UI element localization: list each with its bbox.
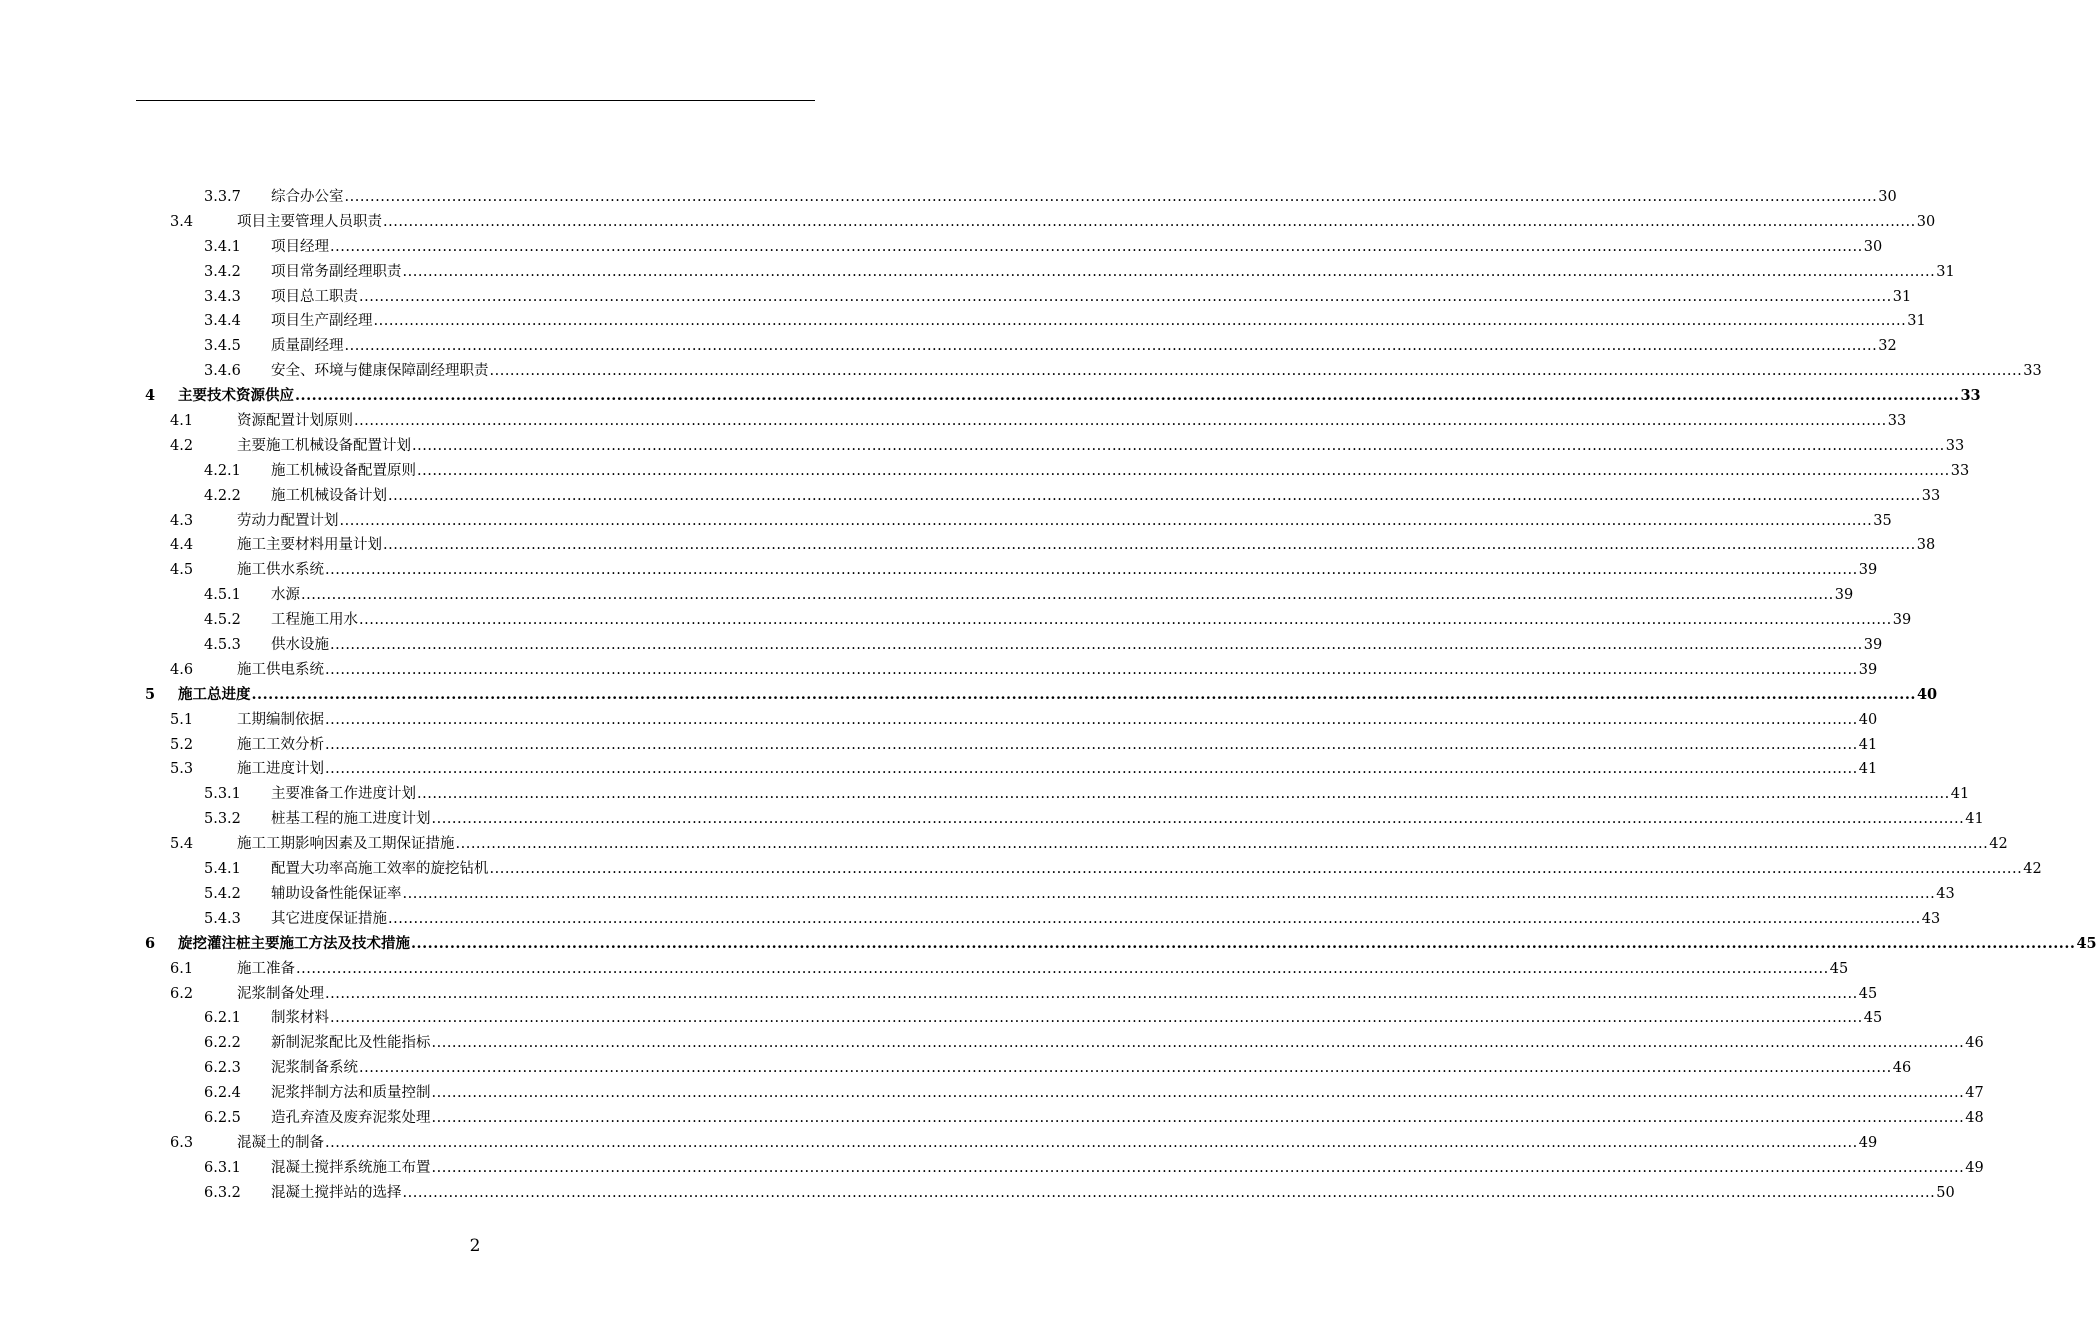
toc-entry-title: 施工工期影响因素及工期保证措施 <box>237 836 455 853</box>
toc-entry-number: 4.3 <box>170 512 194 529</box>
toc-entry-page: 39 <box>1858 562 1878 579</box>
toc-entry-number: 4.5 <box>170 562 194 579</box>
toc-entry[interactable] <box>0 1031 1984 1056</box>
toc-entry-line <box>271 608 1912 633</box>
toc-entry[interactable] <box>0 1106 1984 1131</box>
toc-entry-line <box>271 1006 1883 1031</box>
toc-entry-line <box>237 434 1965 459</box>
toc-entry[interactable] <box>0 782 1970 807</box>
toc-entry-page: 38 <box>1916 537 1936 554</box>
toc-entry[interactable] <box>0 334 1897 359</box>
toc-dot-leader: ............................................................................................................................................................................................................................................................................................................ <box>359 612 1892 629</box>
toc-entry-line <box>271 633 1883 658</box>
toc-entry-page: 39 <box>1858 661 1878 678</box>
toc-dot-leader: ............................................................................................................................................................................................................................................................................................................ <box>359 288 1892 305</box>
toc-entry[interactable] <box>0 683 1938 708</box>
toc-entry-page: 46 <box>1965 1035 1984 1052</box>
toc-entry-title: 资源配置计划原则 <box>237 413 353 430</box>
toc-entry-number: 4.5.1 <box>204 587 241 604</box>
toc-entry[interactable] <box>0 484 1941 509</box>
toc-entry-page: 33 <box>1960 387 1981 405</box>
toc-entry-number: 5.4.3 <box>204 910 241 927</box>
toc-entry[interactable] <box>0 1056 1912 1081</box>
toc-entry[interactable] <box>0 285 1912 310</box>
toc-entry-page: 41 <box>1858 736 1878 753</box>
toc-dot-leader: ............................................................................................................................................................................................................................................................................................................ <box>383 213 1916 230</box>
toc-dot-leader: ............................................................................................................................................................................................................................................................................................................ <box>431 1109 1965 1126</box>
toc-entry-title: 旋挖灌注桩主要施工方法及技术措施 <box>178 934 410 952</box>
toc-entry-line <box>271 484 1941 509</box>
toc-entry-number: 5.4.1 <box>204 861 241 878</box>
toc-dot-leader: ............................................................................................................................................................................................................................................................................................................ <box>431 1159 1965 1176</box>
header-rule <box>136 100 815 101</box>
toc-entry-title: 泥浆制备处理 <box>237 985 324 1002</box>
toc-dot-leader: ............................................................................................................................................................................................................................................................................................................ <box>251 685 1916 703</box>
toc-entry-page: 43 <box>1936 885 1955 902</box>
toc-entry-page: 50 <box>1936 1184 1955 1201</box>
toc-entry-title: 混凝土的制备 <box>237 1134 324 1151</box>
toc-entry-line <box>237 533 1936 558</box>
toc-entry-page: 31 <box>1907 313 1926 330</box>
toc-entry-page: 31 <box>1936 263 1955 280</box>
toc-entry-number: 4.6 <box>170 661 194 678</box>
toc-entry-page: 33 <box>2023 363 2042 380</box>
toc-dot-leader: ............................................................................................................................................................................................................................................................................................................ <box>325 711 1858 728</box>
toc-entry-title: 泥浆制备系统 <box>271 1060 358 1077</box>
toc-entry[interactable] <box>0 757 1878 782</box>
toc-dot-leader: ............................................................................................................................................................................................................................................................................................................ <box>330 637 1863 654</box>
toc-entry[interactable] <box>0 857 2042 882</box>
toc-entry-title: 造孔弃渣及废弃泥浆处理 <box>271 1109 431 1126</box>
toc-entry-page: 45 <box>1863 1010 1883 1027</box>
toc-entry-number: 6.3.1 <box>204 1159 241 1176</box>
toc-entry[interactable] <box>0 658 1878 683</box>
toc-entry[interactable] <box>0 384 1981 409</box>
toc-dot-leader: ............................................................................................................................................................................................................................................................................................................ <box>388 910 1921 927</box>
toc-dot-leader: ............................................................................................................................................................................................................................................................................................................ <box>354 413 1887 430</box>
toc-entry-number: 4 <box>145 387 156 405</box>
toc-entry-line <box>271 1106 1984 1131</box>
toc-entry-title: 施工工效分析 <box>237 736 324 753</box>
toc-entry-page: 49 <box>1858 1134 1878 1151</box>
toc-entry[interactable] <box>0 957 1849 982</box>
toc-entry-page: 47 <box>1965 1085 1984 1102</box>
toc-entry[interactable] <box>0 708 1878 733</box>
toc-dot-leader: ............................................................................................................................................................................................................................................................................................................ <box>412 437 1945 454</box>
toc-entry-title: 施工机械设备配置原则 <box>271 462 416 479</box>
toc-entry-number: 6.1 <box>170 960 194 977</box>
toc-entry-title: 泥浆拌制方法和质量控制 <box>271 1085 431 1102</box>
toc-entry-line <box>237 733 1878 758</box>
toc-entry[interactable] <box>0 733 1878 758</box>
toc-entry-title: 施工总进度 <box>178 685 251 703</box>
toc-entry-title: 供水设施 <box>271 637 329 654</box>
toc-entry-page: 32 <box>1878 338 1897 355</box>
toc-entry-number: 3.4.1 <box>204 238 241 255</box>
toc-dot-leader: ............................................................................................................................................................................................................................................................................................................ <box>411 934 2076 952</box>
toc-entry-line <box>271 185 1897 210</box>
toc-entry[interactable] <box>0 185 1897 210</box>
toc-dot-leader: ............................................................................................................................................................................................................................................................................................................ <box>417 462 1950 479</box>
toc-entry-number: 3.4.5 <box>204 338 241 355</box>
toc-entry[interactable] <box>0 832 2008 857</box>
toc-dot-leader: ............................................................................................................................................................................................................................................................................................................ <box>296 960 1829 977</box>
toc-entry[interactable] <box>0 434 1965 459</box>
toc-dot-leader: ............................................................................................................................................................................................................................................................................................................ <box>402 885 1936 902</box>
toc-entry-line <box>237 832 2008 857</box>
toc-entry-number: 3.4.3 <box>204 288 241 305</box>
toc-entry-page: 39 <box>1892 612 1912 629</box>
toc-entry-page: 30 <box>1878 189 1897 205</box>
toc-entry-title: 项目总工职责 <box>271 288 358 305</box>
toc-entry-line <box>271 782 1970 807</box>
toc-entry-line <box>237 210 1936 235</box>
toc-entry-number: 6.2.3 <box>204 1060 241 1077</box>
toc-entry-page: 30 <box>1916 213 1936 230</box>
toc-entry[interactable] <box>0 633 1883 658</box>
toc-entry-title: 辅助设备性能保证率 <box>271 885 402 902</box>
toc-dot-leader: ............................................................................................................................................................................................................................................................................................................ <box>295 387 1960 405</box>
toc-entry-number: 3.4.4 <box>204 313 241 330</box>
toc-dot-leader: ............................................................................................................................................................................................................................................................................................................ <box>301 587 1834 604</box>
toc-entry-page: 39 <box>1834 587 1854 604</box>
toc-entry[interactable] <box>0 1156 1984 1181</box>
toc-entry[interactable] <box>0 359 2042 384</box>
toc-dot-leader: ............................................................................................................................................................................................................................................................................................................ <box>325 736 1858 753</box>
toc-entry-page: 41 <box>1858 761 1878 778</box>
toc-entry-title: 施工供水系统 <box>237 562 324 579</box>
toc-dot-leader: ............................................................................................................................................................................................................................................................................................................ <box>344 338 1878 355</box>
toc-entry-line <box>178 384 1981 409</box>
toc-entry-number: 5.4 <box>170 836 194 853</box>
toc-entry-page: 41 <box>1950 786 1970 803</box>
toc-dot-leader: ............................................................................................................................................................................................................................................................................................................ <box>330 1010 1863 1027</box>
page-number: 2 <box>469 1236 481 1256</box>
toc-entry-line <box>271 1156 1984 1181</box>
toc-entry-number: 3.3.7 <box>204 189 241 205</box>
toc-dot-leader: ............................................................................................................................................................................................................................................................................................................ <box>431 811 1965 828</box>
toc-entry-number: 5 <box>145 685 156 703</box>
toc-entry[interactable] <box>0 932 2097 957</box>
toc-entry-line <box>237 409 1907 434</box>
toc-entry-line <box>271 1081 1984 1106</box>
toc-entry-line <box>237 658 1878 683</box>
table-of-contents <box>0 185 2097 1206</box>
toc-entry-page: 31 <box>1892 288 1912 305</box>
toc-entry-page: 45 <box>1829 960 1849 977</box>
toc-entry-line <box>271 309 1926 334</box>
toc-entry-title: 制浆材料 <box>271 1010 329 1027</box>
toc-entry-line <box>237 1131 1878 1156</box>
toc-entry-page: 33 <box>1950 462 1970 479</box>
toc-entry-number: 4.5.3 <box>204 637 241 654</box>
toc-entry[interactable] <box>0 1131 1878 1156</box>
toc-dot-leader: ............................................................................................................................................................................................................................................................................................................ <box>383 537 1916 554</box>
toc-entry-title: 主要技术资源供应 <box>178 387 294 405</box>
toc-dot-leader: ............................................................................................................................................................................................................................................................................................................ <box>417 786 1950 803</box>
toc-entry-line <box>271 882 1955 907</box>
toc-entry-page: 49 <box>1965 1159 1984 1176</box>
toc-entry-page: 41 <box>1965 811 1984 828</box>
toc-dot-leader: ............................................................................................................................................................................................................................................................................................................ <box>402 263 1936 280</box>
toc-entry-line <box>237 982 1878 1007</box>
toc-entry-title: 桩基工程的施工进度计划 <box>271 811 431 828</box>
toc-entry-line <box>237 957 1849 982</box>
toc-entry-number: 6.2 <box>170 985 194 1002</box>
toc-dot-leader: ............................................................................................................................................................................................................................................................................................................ <box>489 363 2023 380</box>
toc-entry-title: 施工准备 <box>237 960 295 977</box>
toc-dot-leader: ............................................................................................................................................................................................................................................................................................................ <box>388 487 1921 504</box>
toc-entry-line <box>271 235 1883 260</box>
toc-entry[interactable] <box>0 509 1892 534</box>
toc-entry-page: 48 <box>1965 1109 1984 1126</box>
toc-entry-number: 5.3.1 <box>204 786 241 803</box>
toc-entry-title: 综合办公室 <box>271 189 344 205</box>
toc-entry-line <box>237 558 1878 583</box>
toc-entry-page: 40 <box>1916 685 1938 703</box>
toc-entry-title: 混凝土搅拌站的选择 <box>271 1184 402 1201</box>
toc-entry-title: 混凝土搅拌系统施工布置 <box>271 1159 431 1176</box>
toc-entry-number: 3.4.2 <box>204 263 241 280</box>
toc-entry-page: 42 <box>1989 836 2008 853</box>
toc-dot-leader: ............................................................................................................................................................................................................................................................................................................ <box>325 761 1858 778</box>
toc-entry-number: 4.2.1 <box>204 462 241 479</box>
toc-entry-line <box>271 1181 1955 1206</box>
toc-entry-page: 39 <box>1863 637 1883 654</box>
toc-entry[interactable] <box>0 1181 1955 1206</box>
toc-entry-number: 6.2.4 <box>204 1085 241 1102</box>
toc-entry-title: 项目主要管理人员职责 <box>237 213 382 230</box>
toc-entry-title: 水源 <box>271 587 300 604</box>
toc-entry-number: 5.1 <box>170 711 194 728</box>
toc-entry-page: 45 <box>1858 985 1878 1002</box>
toc-entry-number: 4.2.2 <box>204 487 241 504</box>
toc-entry-number: 6.2.2 <box>204 1035 241 1052</box>
toc-entry[interactable] <box>0 608 1912 633</box>
toc-dot-leader: ............................................................................................................................................................................................................................................................................................................ <box>489 861 2023 878</box>
toc-entry-title: 施工供电系统 <box>237 661 324 678</box>
toc-entry[interactable] <box>0 409 1907 434</box>
toc-entry-line <box>271 907 1941 932</box>
toc-entry-page: 45 <box>2076 934 2097 952</box>
toc-entry-line <box>271 1031 1984 1056</box>
toc-entry[interactable] <box>0 533 1936 558</box>
toc-entry-line <box>271 807 1984 832</box>
toc-entry-title: 工期编制依据 <box>237 711 324 728</box>
toc-entry[interactable] <box>0 583 1854 608</box>
toc-entry-title: 主要施工机械设备配置计划 <box>237 437 411 454</box>
toc-entry[interactable] <box>0 309 1926 334</box>
toc-entry-number: 4.5.2 <box>204 612 241 629</box>
toc-entry-page: 46 <box>1892 1060 1912 1077</box>
toc-dot-leader: ............................................................................................................................................................................................................................................................................................................ <box>325 661 1858 678</box>
toc-entry-title: 主要准备工作进度计划 <box>271 786 416 803</box>
toc-entry-number: 5.2 <box>170 736 194 753</box>
toc-entry-title: 施工进度计划 <box>237 761 324 778</box>
toc-entry-line <box>237 708 1878 733</box>
toc-entry[interactable] <box>0 210 1936 235</box>
toc-entry-line <box>271 334 1897 359</box>
toc-entry[interactable] <box>0 459 1970 484</box>
toc-entry-page: 33 <box>1887 413 1907 430</box>
toc-entry-line <box>271 1056 1912 1081</box>
toc-entry-title: 工程施工用水 <box>271 612 358 629</box>
toc-entry-line <box>271 857 2042 882</box>
toc-dot-leader: ............................................................................................................................................................................................................................................................................................................ <box>431 1035 1965 1052</box>
toc-entry-line <box>271 285 1912 310</box>
toc-entry-title: 项目常务副经理职责 <box>271 263 402 280</box>
toc-dot-leader: ............................................................................................................................................................................................................................................................................................................ <box>325 985 1858 1002</box>
toc-dot-leader: ............................................................................................................................................................................................................................................................................................................ <box>373 313 1907 330</box>
toc-entry-title: 安全、环境与健康保障副经理职责 <box>271 363 489 380</box>
toc-entry[interactable] <box>0 260 1955 285</box>
toc-entry[interactable] <box>0 982 1878 1007</box>
toc-entry-page: 33 <box>1921 487 1941 504</box>
toc-entry-number: 4.1 <box>170 413 194 430</box>
toc-entry-number: 5.4.2 <box>204 885 241 902</box>
toc-entry-line <box>271 359 2042 384</box>
toc-entry-number: 6.2.5 <box>204 1109 241 1126</box>
toc-entry[interactable] <box>0 882 1955 907</box>
toc-entry-page: 40 <box>1858 711 1878 728</box>
toc-entry-page: 43 <box>1921 910 1941 927</box>
toc-entry-title: 配置大功率高施工效率的旋挖钻机 <box>271 861 489 878</box>
toc-dot-leader: ............................................................................................................................................................................................................................................................................................................ <box>402 1184 1936 1201</box>
toc-entry-line <box>178 683 1938 708</box>
toc-dot-leader: ............................................................................................................................................................................................................................................................................................................ <box>325 562 1858 579</box>
toc-dot-leader: ............................................................................................................................................................................................................................................................................................................ <box>344 189 1878 205</box>
toc-entry-title: 项目生产副经理 <box>271 313 373 330</box>
toc-entry-title: 质量副经理 <box>271 338 344 355</box>
toc-entry[interactable] <box>0 907 1941 932</box>
toc-entry-line <box>271 459 1970 484</box>
toc-entry-line <box>237 757 1878 782</box>
toc-entry-page: 35 <box>1873 512 1892 529</box>
toc-entry-line <box>178 932 2097 957</box>
toc-entry-number: 5.3.2 <box>204 811 241 828</box>
toc-entry[interactable] <box>0 807 1984 832</box>
toc-entry[interactable] <box>0 1081 1984 1106</box>
toc-entry-page: 33 <box>1945 437 1965 454</box>
toc-entry-title: 劳动力配置计划 <box>237 512 339 529</box>
toc-dot-leader: ............................................................................................................................................................................................................................................................................................................ <box>330 238 1863 255</box>
toc-entry[interactable] <box>0 235 1883 260</box>
toc-entry-title: 施工主要材料用量计划 <box>237 537 382 554</box>
toc-dot-leader: ............................................................................................................................................................................................................................................................................................................ <box>431 1085 1965 1102</box>
toc-entry-line <box>271 583 1854 608</box>
toc-entry-number: 3.4.6 <box>204 363 241 380</box>
toc-entry-number: 6 <box>145 934 156 952</box>
toc-entry-number: 6.3 <box>170 1134 194 1151</box>
toc-entry-number: 6.2.1 <box>204 1010 241 1027</box>
toc-dot-leader: ............................................................................................................................................................................................................................................................................................................ <box>359 1060 1892 1077</box>
toc-entry-number: 4.4 <box>170 537 194 554</box>
toc-entry[interactable] <box>0 558 1878 583</box>
toc-dot-leader: ............................................................................................................................................................................................................................................................................................................ <box>325 1134 1858 1151</box>
toc-entry-page: 30 <box>1863 238 1883 255</box>
toc-dot-leader: ............................................................................................................................................................................................................................................................................................................ <box>455 836 1989 853</box>
toc-entry-number: 4.2 <box>170 437 194 454</box>
toc-entry-line <box>237 509 1892 534</box>
toc-entry-number: 3.4 <box>170 213 194 230</box>
toc-entry-page: 42 <box>2023 861 2042 878</box>
toc-entry-title: 项目经理 <box>271 238 329 255</box>
toc-entry-title: 新制泥浆配比及性能指标 <box>271 1035 431 1052</box>
toc-entry-title: 施工机械设备计划 <box>271 487 387 504</box>
toc-dot-leader: ............................................................................................................................................................................................................................................................................................................ <box>339 512 1873 529</box>
toc-entry-number: 6.3.2 <box>204 1184 241 1201</box>
toc-entry[interactable] <box>0 1006 1883 1031</box>
toc-entry-title: 其它进度保证措施 <box>271 910 387 927</box>
toc-entry-number: 5.3 <box>170 761 194 778</box>
toc-entry-line <box>271 260 1955 285</box>
